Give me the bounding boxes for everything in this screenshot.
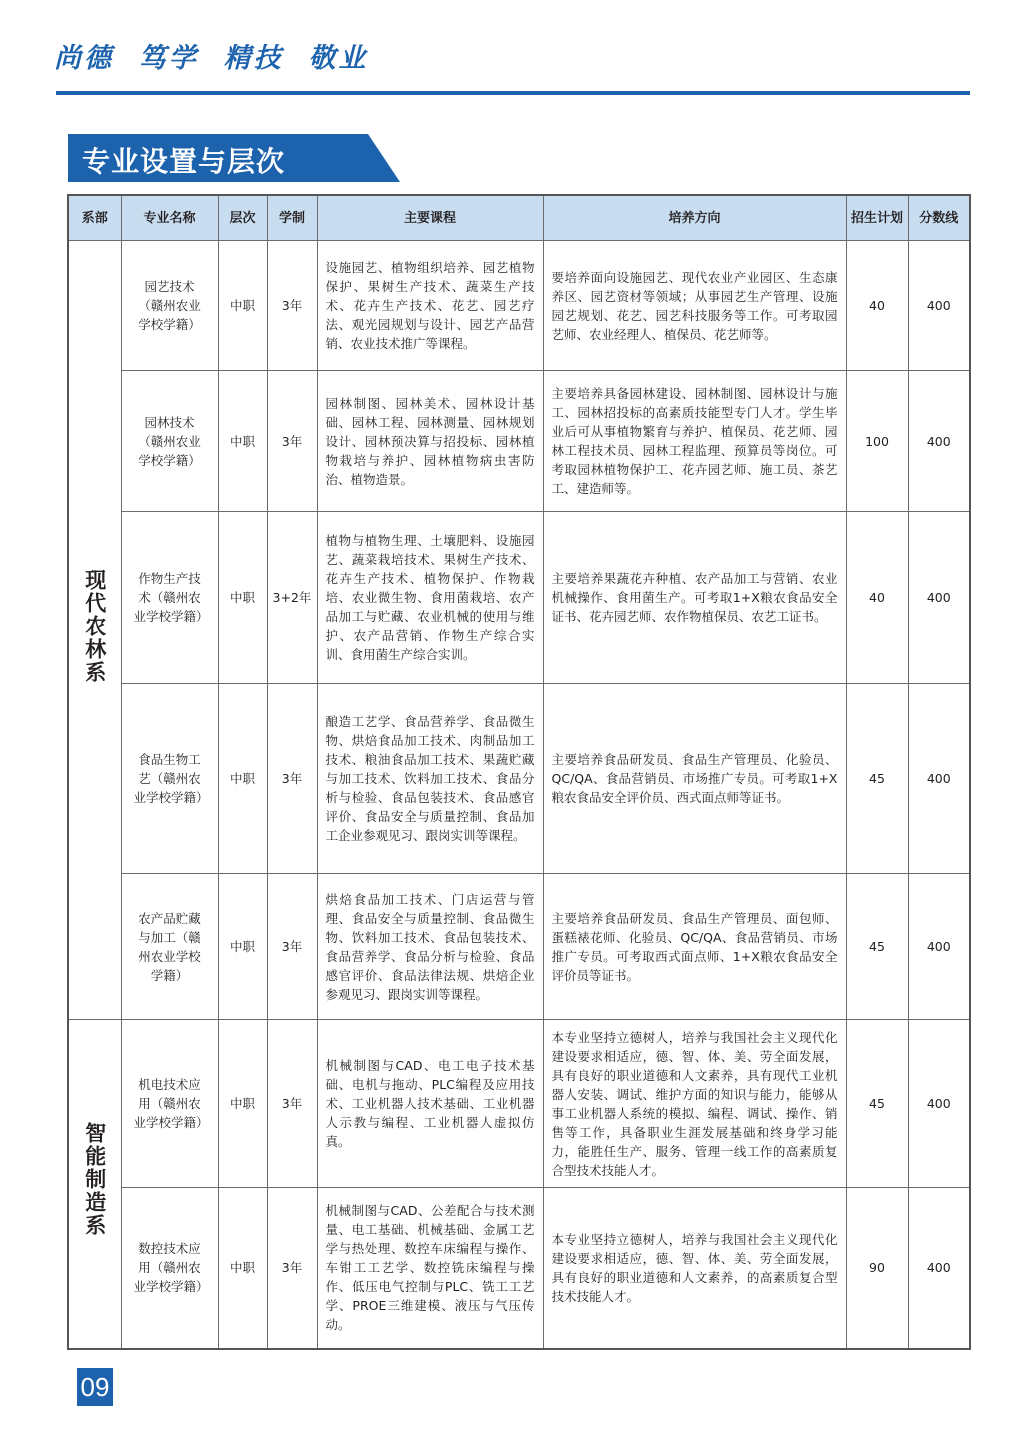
major-cell: 农产品贮藏与加工（赣州农业学校学籍） [121, 874, 218, 1020]
direction-cell: 要培养面向设施园艺、现代农业产业园区、生态康养区、园艺资材等领域；从事园艺生产管理、设施园艺规划、花艺、园艺科技服务等工作。可考取园艺师、农业经理人、植保员、花艺师等。 [543, 241, 846, 371]
header-courses: 主要课程 [317, 195, 543, 241]
table-row [68, 241, 970, 371]
major-cell: 机电技术应用（赣州农业学校学籍） [121, 1020, 218, 1188]
courses-cell: 酿造工艺学、食品营养学、食品微生物、烘焙食品加工技术、肉制品加工技术、粮油食品加工技术、果蔬贮藏与加工技术、饮料加工技术、食品分析与检验、食品包装技术、食品感官评价、食品安全与质量控制、食品加工企业参观见习、跟岗实训等课程。 [317, 684, 543, 874]
dept-name: 智能制造系 [82, 1122, 107, 1238]
score-cell: 400 [908, 684, 970, 874]
direction-cell: 主要培养果蔬花卉种植、农产品加工与营销、农业机械操作、食用菌生产。可考取1+X粮农食品安全证书、花卉园艺师、农作物植保员、农艺工证书。 [543, 512, 846, 684]
score-cell: 400 [908, 371, 970, 512]
page-number: 09 [77, 1368, 113, 1406]
table-row [68, 874, 970, 1020]
enrollment-cell: 45 [846, 1020, 908, 1188]
level-cell: 中职 [218, 1188, 267, 1349]
level-cell: 中职 [218, 371, 267, 512]
table-row [68, 1020, 970, 1188]
direction-cell: 本专业坚持立德树人，培养与我国社会主义现代化建设要求相适应，德、智、体、美、劳全面发展，具有良好的职业道德和人文素养，具有现代工业机器人安装、调试、维护方面的知识与能力，能够从事工业机器人系统的模拟、编程、调试、操作、销售等工作，具备职业生涯发展基础和终身学习能力，能胜任生产、服务、管理一线工作的高素质复合型技术技能人才。 [543, 1020, 846, 1188]
header-direction: 培养方向 [543, 195, 846, 241]
table-row [68, 371, 970, 512]
enrollment-cell: 45 [846, 684, 908, 874]
major-cell: 园艺技术（赣州农业学校学籍） [121, 241, 218, 371]
level-cell: 中职 [218, 684, 267, 874]
dept-cell [68, 1020, 121, 1349]
major-cell: 数控技术应用（赣州农业学校学籍） [121, 1188, 218, 1349]
duration-cell: 3年 [267, 371, 317, 512]
dept-name: 现代农林系 [82, 568, 107, 684]
section-banner [68, 134, 400, 182]
duration-cell: 3+2年 [267, 512, 317, 684]
major-cell: 食品生物工艺（赣州农业学校学籍） [121, 684, 218, 874]
score-cell: 400 [908, 874, 970, 1020]
courses-cell: 烘焙食品加工技术、门店运营与管理、食品安全与质量控制、食品微生物、饮料加工技术、食品包装技术、食品营养学、食品分析与检验、食品感官评价、食品法律法规、烘焙企业参观见习、跟岗实训等课程。 [317, 874, 543, 1020]
header-level: 层次 [218, 195, 267, 241]
direction-cell: 主要培养具备园林建设、园林制图、园林设计与施工、园林招投标的高素质技能型专门人才。学生毕业后可从事植物繁育与养护、植保员、花艺师、园林工程技术员、园林工程监理、预算员等岗位。可考取园林植物保护工、花卉园艺师、施工员、茶艺工、建造师等。 [543, 371, 846, 512]
duration-cell: 3年 [267, 1020, 317, 1188]
table-row [68, 1188, 970, 1349]
level-cell: 中职 [218, 1020, 267, 1188]
duration-cell: 3年 [267, 874, 317, 1020]
score-cell: 400 [908, 512, 970, 684]
courses-cell: 机械制图与CAD、电工电子技术基础、电机与拖动、PLC编程及应用技术、工业机器人技术基础、工业机器人示教与编程、工业机器人虚拟仿真。 [317, 1020, 543, 1188]
section-title: 专业设置与层次 [82, 145, 286, 178]
enrollment-cell: 45 [846, 874, 908, 1020]
score-cell: 400 [908, 1188, 970, 1349]
level-cell: 中职 [218, 874, 267, 1020]
courses-cell: 植物与植物生理、土壤肥料、设施园艺、蔬菜栽培技术、果树生产技术、花卉生产技术、植物保护、作物栽培、农业微生物、食用菌栽培、农产品加工与贮藏、农业机械的使用与维护、农产品营销、作物生产综合实训、食用菌生产综合实训。 [317, 512, 543, 684]
score-cell: 400 [908, 1020, 970, 1188]
level-cell: 中职 [218, 241, 267, 371]
enrollment-cell: 90 [846, 1188, 908, 1349]
majors-table [67, 194, 971, 1350]
direction-cell: 本专业坚持立德树人，培养与我国社会主义现代化建设要求相适应，德、智、体、美、劳全面发展，具有良好的职业道德和人文素养，的高素质复合型技术技能人才。 [543, 1188, 846, 1349]
courses-cell: 设施园艺、植物组织培养、园艺植物保护、果树生产技术、蔬菜生产技术、花卉生产技术、花艺、园艺疗法、观光园规划与设计、园艺产品营销、农业技术推广等课程。 [317, 241, 543, 371]
duration-cell: 3年 [267, 241, 317, 371]
courses-cell: 园林制图、园林美术、园林设计基础、园林工程、园林测量、园林规划设计、园林预决算与招投标、园林植物栽培与养护、园林植物病虫害防治、植物造景。 [317, 371, 543, 512]
major-cell: 作物生产技术（赣州农业学校学籍） [121, 512, 218, 684]
header-score: 分数线 [908, 195, 970, 241]
header-dept: 系部 [68, 195, 121, 241]
level-cell: 中职 [218, 512, 267, 684]
enrollment-cell: 40 [846, 512, 908, 684]
header-enrollment: 招生计划 [846, 195, 908, 241]
header-duration: 学制 [267, 195, 317, 241]
header-major: 专业名称 [121, 195, 218, 241]
score-cell: 400 [908, 241, 970, 371]
majors-table-wrapper [67, 194, 969, 1350]
header-motto: 尚德 笃学 精技 敬业 [54, 43, 369, 74]
enrollment-cell: 100 [846, 371, 908, 512]
courses-cell: 机械制图与CAD、公差配合与技术测量、电工基础、机械基础、金属工艺学与热处理、数控车床编程与操作、车钳工工艺学、数控铣床编程与操作、低压电气控制与PLC、铣工工艺学、PROE三维建模、液压与气压传动。 [317, 1188, 543, 1349]
duration-cell: 3年 [267, 684, 317, 874]
dept-cell [68, 241, 121, 1020]
enrollment-cell: 40 [846, 241, 908, 371]
table-row [68, 512, 970, 684]
direction-cell: 主要培养食品研发员、食品生产管理员、化验员、QC/QA、食品营销员、市场推广专员。可考取1+X粮农食品安全评价员、西式面点师等证书。 [543, 684, 846, 874]
table-row [68, 684, 970, 874]
header-rule [56, 91, 970, 95]
major-cell: 园林技术（赣州农业学校学籍） [121, 371, 218, 512]
table-header-row [68, 195, 970, 241]
direction-cell: 主要培养食品研发员、食品生产管理员、面包师、蛋糕裱花师、化验员、QC/QA、食品营销员、市场推广专员。可考取西式面点师、1+X粮农食品安全评价员等证书。 [543, 874, 846, 1020]
duration-cell: 3年 [267, 1188, 317, 1349]
